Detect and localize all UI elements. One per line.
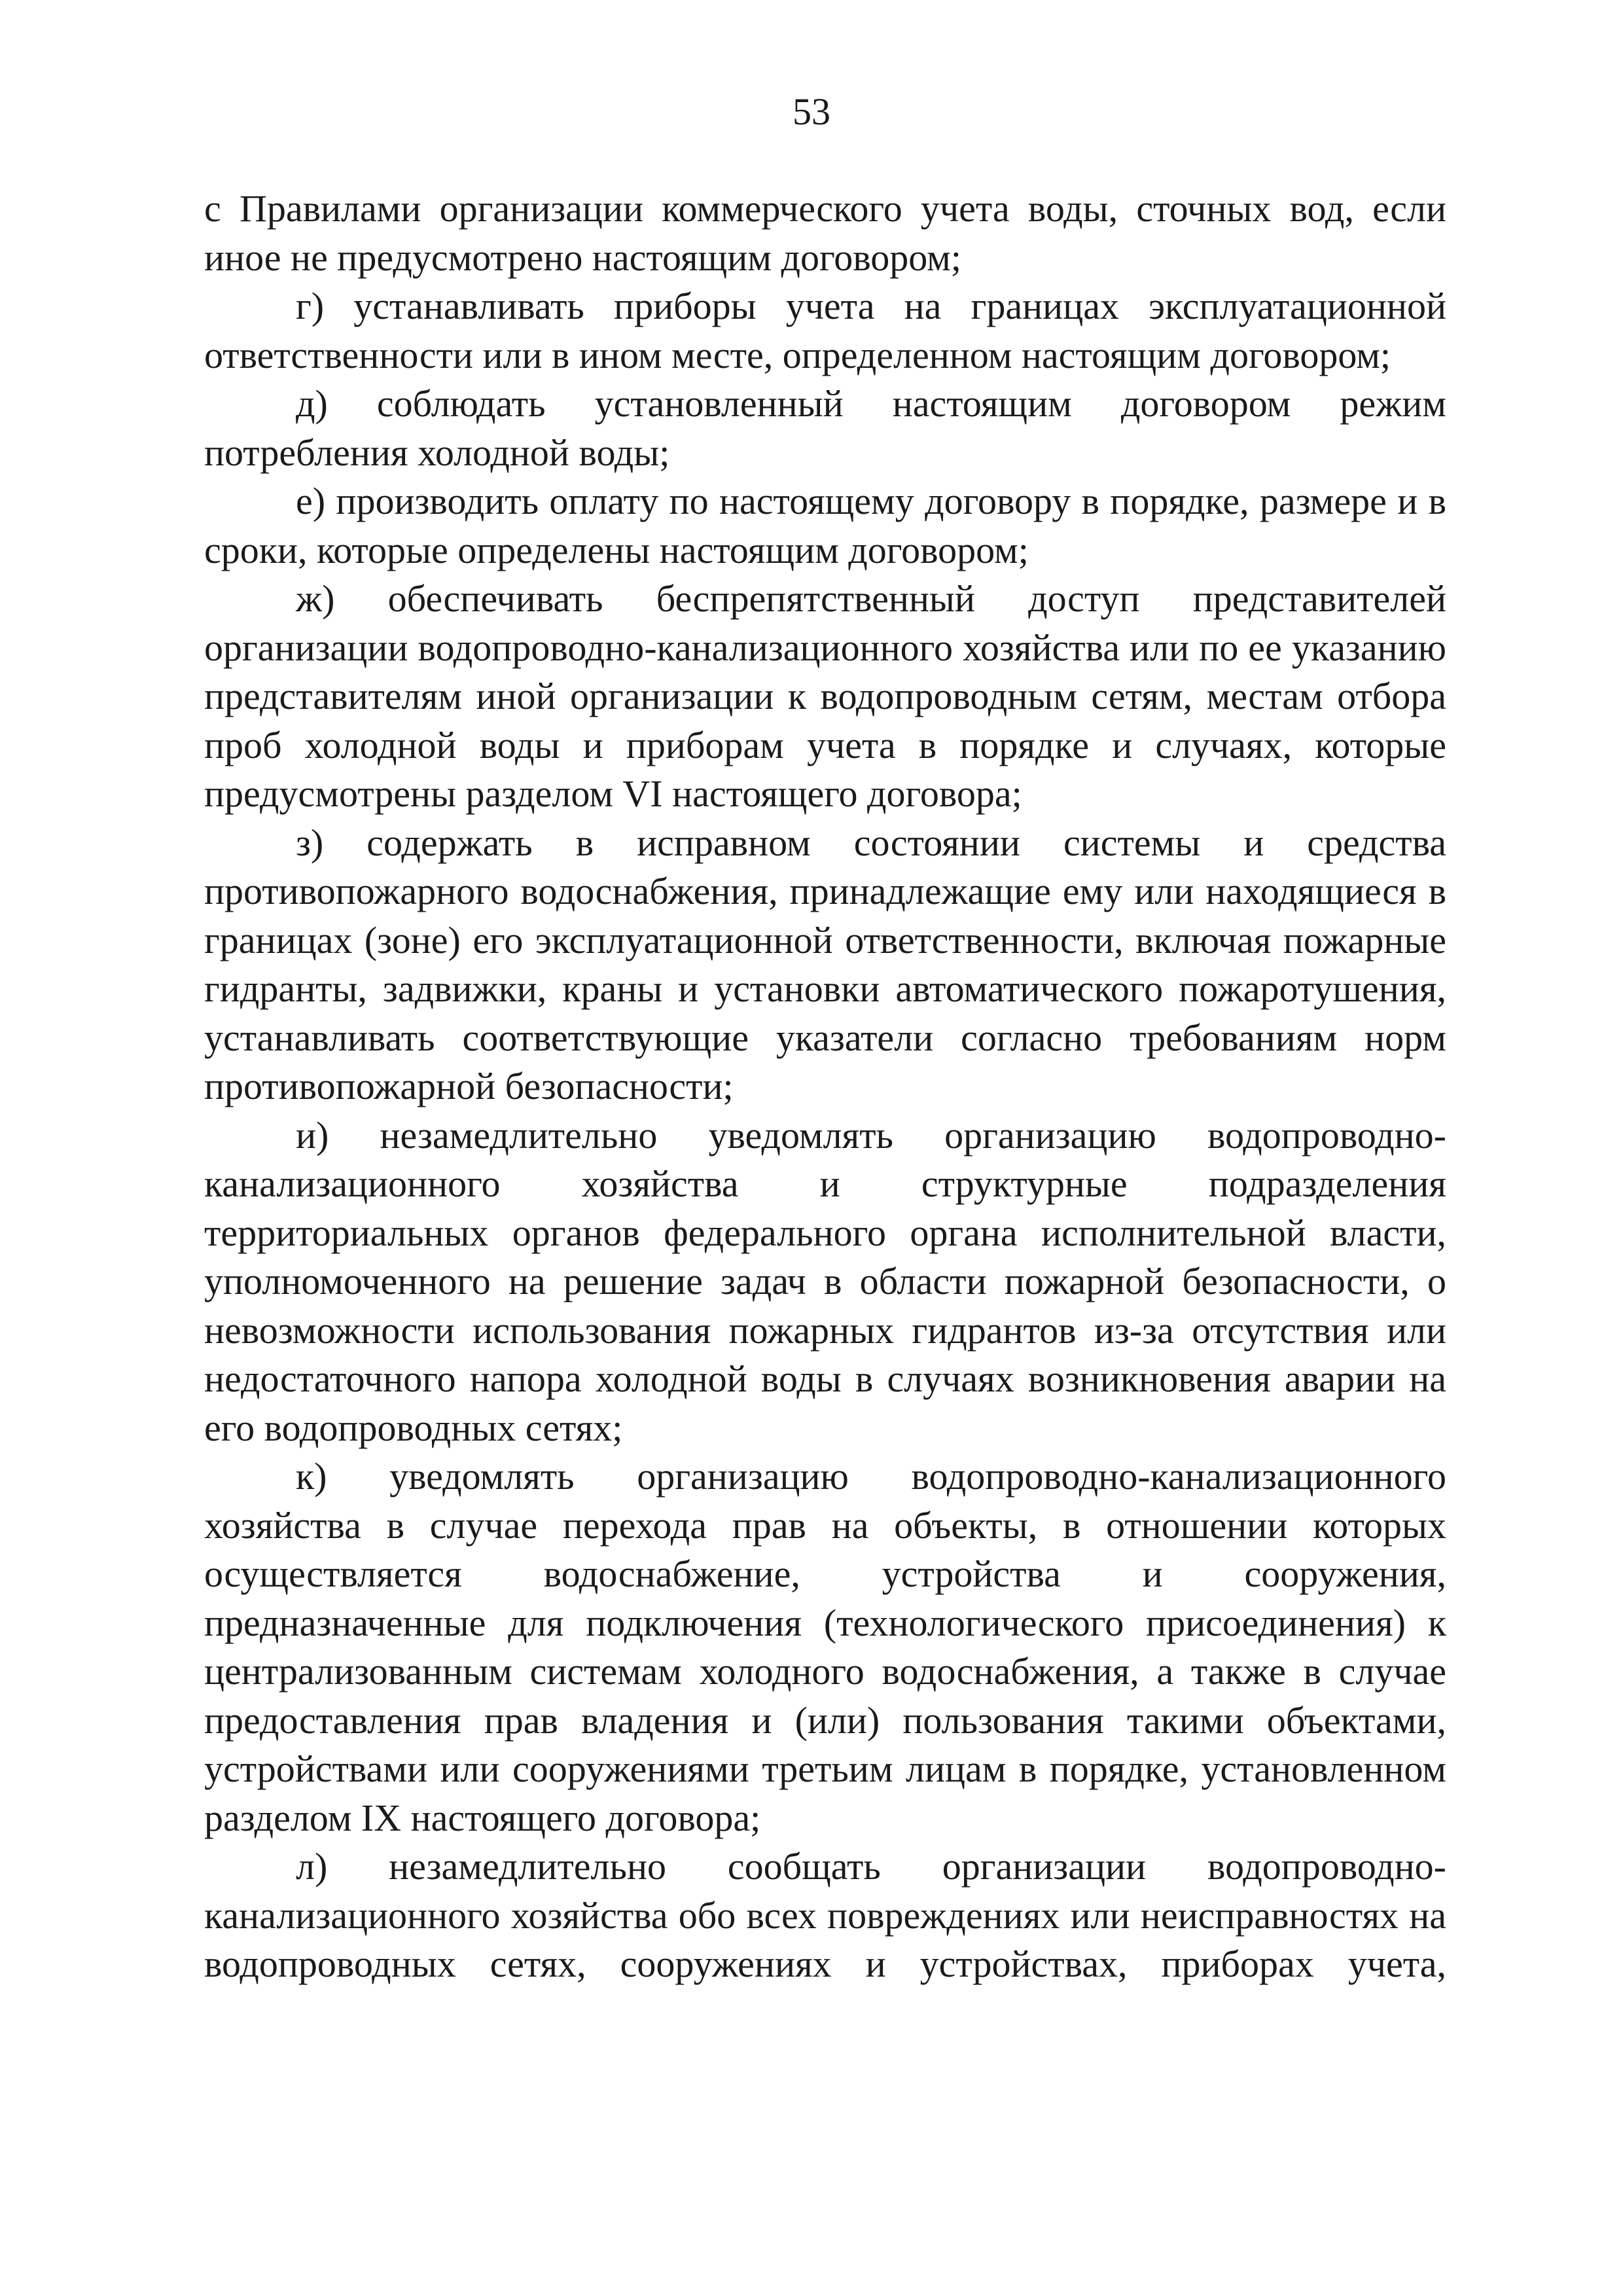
paragraph-item-i: и) незамедлительно уведомлять организацию водопроводно-канализационного хозяйства и структурные подразделения территориальных органов федерального органа исполнительной власти, уполномоченного на решение задач в области пожарной безопасности, о невозможности использования пожарных гидрантов из-за отсутствия или недостаточного напора холодной воды в случаях возникновения аварии на его водопроводных сетях; — [204, 1113, 1446, 1449]
paragraph-item-e: е) производить оплату по настоящему договору в порядке, размере и в сроки, которые определены настоящим договором; — [204, 480, 1446, 571]
paragraph-item-z: з) содержать в исправном состоянии системы и средства противопожарного водоснабжения, принадлежащие ему или находящиеся в границах (зоне) его эксплуатационной ответственности, включая пожарные гидранты, задвижки, краны и установки автоматического пожаротушения, устанавливать соответствующие указатели согласно требованиям норм противопожарной безопасности; — [204, 821, 1446, 1107]
paragraph-item-k: к) уведомлять организацию водопроводно-канализационного хозяйства в случае перехода прав на объекты, в отношении которых осуществляется водоснабжение, устройства и сооружения, предназначенные для подключения (технологического присоединения) к централизованным системам холодного водоснабжения, а также в случае предоставления прав владения и (или) пользования такими объектами, устройствами или сооружениями третьим лицам в порядке, установленном разделом IX настоящего договора; — [204, 1455, 1446, 1839]
document-body — [204, 185, 1446, 1989]
paragraph-continuation: с Правилами организации коммерческого учета воды, сточных вод, если иное не предусмотрено настоящим договором; — [204, 187, 1446, 279]
page-number: 53 — [793, 90, 830, 133]
paragraph-item-l: л) незамедлительно сообщать организации водопроводно-канализационного хозяйства обо всех повреждениях или неисправностях на водопроводных сетях, сооружениях и устройствах, приборах учета, — [204, 1845, 1446, 1985]
paragraph-item-g: г) устанавливать приборы учета на границах эксплуатационной ответственности или в ином месте, определенном настоящим договором; — [204, 285, 1446, 376]
paragraph-item-d: д) соблюдать установленный настоящим договором режим потребления холодной воды; — [204, 382, 1446, 474]
paragraph-item-zh: ж) обеспечивать беспрепятственный доступ представителей организации водопроводно-канализационного хозяйства или по ее указанию представителям иной организации к водопроводным сетям, местам отбора проб холодной воды и приборам учета в порядке и случаях, которые предусмотрены разделом VI настоящего договора; — [204, 577, 1446, 815]
